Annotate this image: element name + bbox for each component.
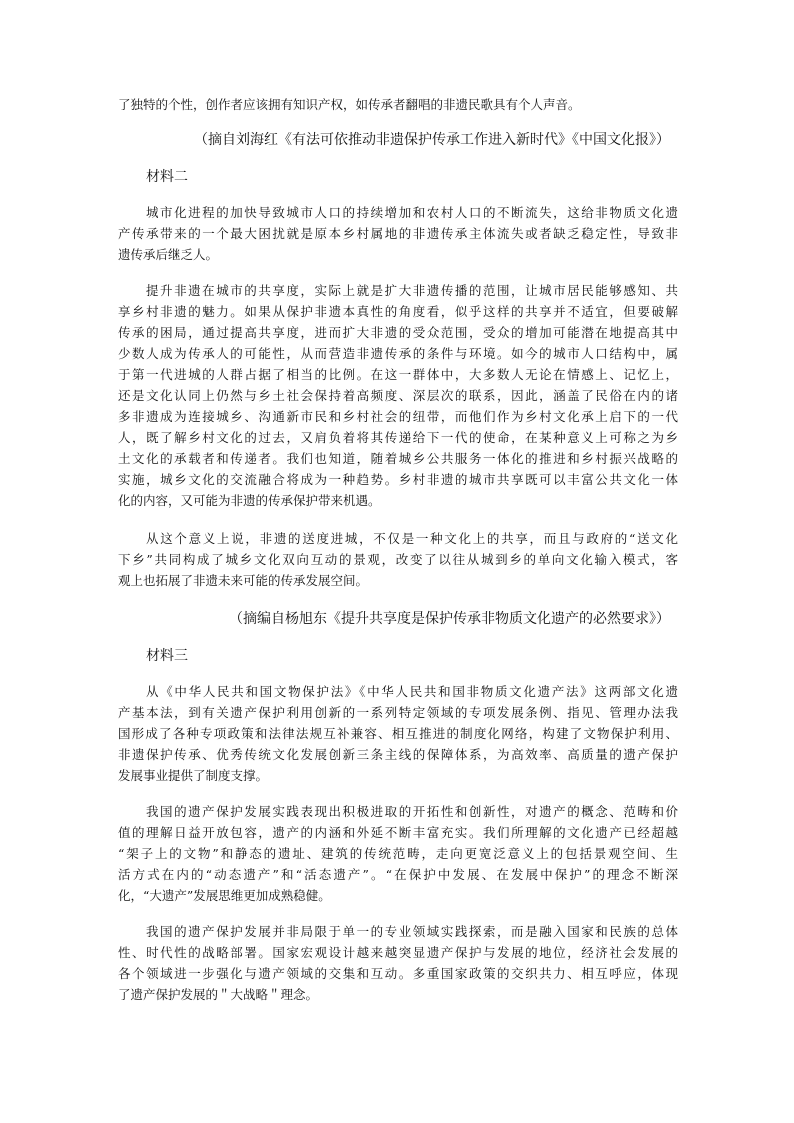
paragraph-line: 了遗产保护发展的＂大战略＂理念。 [118, 987, 319, 1002]
paragraph-line: 化，“大遗产”发展思维更加成熟稳健。 [118, 888, 331, 903]
paragraph-line: 享乡村非遗的魅力。如果从保护非遗本真性的角度看，似乎这样的共享并不适宜，但要破解 [118, 304, 678, 319]
paragraph-line: 从《中华人民共和国文物保护法》《中华人民共和国非物质文化遗产法》这两部文化遗 [146, 684, 678, 699]
paragraph-line: 少数人成为传承人的可能性，从而营造非遗传承的条件与环境。如今的城市人口结构中，属 [118, 346, 678, 361]
paragraph-line: 活方式在内的“动态遗产”和“活态遗产”。“在保护中发展、在发展中保护”的理念不断深 [118, 867, 678, 882]
material-2-heading: 材料二 [146, 169, 188, 185]
paragraph-line: 人，既了解乡村文化的过去，又肩负着将其传递给下一代的使命，在某种意义上可称之为乡 [118, 430, 678, 445]
paragraph-line: 多非遗成为连接城乡、沟通新市民和乡村社会的纽带，而他们作为乡村文化承上启下的一代 [118, 409, 678, 424]
citation-1: （摘自刘海红《有法可依推动非遗保护传承工作进入新时代》《中国文化报》） [194, 132, 670, 148]
citation-2: （摘编自杨旭东《提升共享度是保护传承非物质文化遗产的必然要求》） [229, 611, 670, 627]
paragraph-line: 城市化进程的加快导致城市人口的持续增加和农村人口的不断流失，这给非物质文化遗 [146, 205, 678, 220]
paragraph-line: 提升非遗在城市的共享度，实际上就是扩大非遗传播的范围，让城市居民能够感知、共 [146, 283, 678, 298]
paragraph-line: 土文化的承载者和传递者。我们也知道，随着城乡公共服务一体化的推进和乡村振兴战略的 [118, 451, 678, 466]
material-3-heading: 材料三 [146, 648, 188, 664]
paragraph-line: 下乡”共同构成了城乡文化双向互动的景观，改变了以往从城到乡的单向文化输入模式，客 [118, 552, 678, 567]
paragraph-line: 我国的遗产保护发展并非局限于单一的专业领域实践探索，而是融入国家和民族的总体 [146, 924, 678, 939]
paragraph-line: 观上也拓展了非遗未来可能的传承发展空间。 [118, 573, 369, 588]
paragraph-line: 从这个意义上说，非遗的送度进城，不仅是一种文化上的共享，而且与政府的“送文化 [146, 531, 678, 546]
paragraph-line: 于第一代进城的人群占据了相当的比例。在这一群体中，大多数人无论在情感上、记忆上， [118, 367, 678, 382]
paragraph-line: 产基本法，到有关遗产保护利用创新的一系列特定领域的专项发展条例、指见、管理办法我 [118, 705, 678, 720]
paragraph-line: 值的理解日益开放包容，遗产的内涵和外延不断丰富充实。我们所理解的文化遗产已经超越 [118, 825, 678, 840]
paragraph-line: 还是文化认同上仍然与乡土社会保持着高频度、深层次的联系，因此，涵盖了民俗在内的诸 [118, 388, 678, 403]
paragraph-line: 我国的遗产保护发展实践表现出积极进取的开拓性和创新性，对遗产的概念、范畴和价 [146, 804, 678, 819]
intro-text-line: 了独特的个性，创作者应该拥有知识产权，如传承者翻唱的非遗民歌具有个人声音。 [118, 97, 581, 112]
paragraph-line: 产传承带来的一个最大困扰就是原本乡村属地的非遗传承主体流失或者缺乏稳定性，导致非 [118, 226, 678, 241]
paragraph-line: 各个领域进一步强化与遗产领域的交集和互动。多重国家政策的交织共力、相互呼应，体现 [118, 966, 678, 981]
paragraph-line: 传承的困局，通过提高共享度，进而扩大非遗的受众范围，受众的增加可能潜在地提高其中 [118, 325, 678, 340]
paragraph-line: 发展事业提供了制度支撑。 [118, 768, 269, 783]
paragraph-line: 性、时代性的战略部署。国家宏观设计越来越突显遗产保护与发展的地位，经济社会发展的 [118, 945, 678, 960]
paragraph-line: 实施，城乡文化的交流融合将成为一种趋势。乡村非遗的城市共享既可以丰富公共文化一体 [118, 472, 678, 487]
paragraph-line: 化的内容，又可能为非遗的传承保护带来机遇。 [118, 493, 381, 508]
paragraph-line: 非遗保护传承、优秀传统文化发展创新三条主线的保障体系，为高效率、高质量的遗产保护 [118, 747, 678, 762]
paragraph-line: 国形成了各种专项政策和法律法规互补兼容、相互推进的制度化网络，构建了文物保护利用、 [118, 726, 678, 741]
paragraph-line: 遗传承后继乏人。 [118, 247, 219, 262]
paragraph-line: “架子上的文物”和静态的遗址、建筑的传统范畴，走向更宽泛意义上的包括景观空间、生 [118, 846, 678, 861]
